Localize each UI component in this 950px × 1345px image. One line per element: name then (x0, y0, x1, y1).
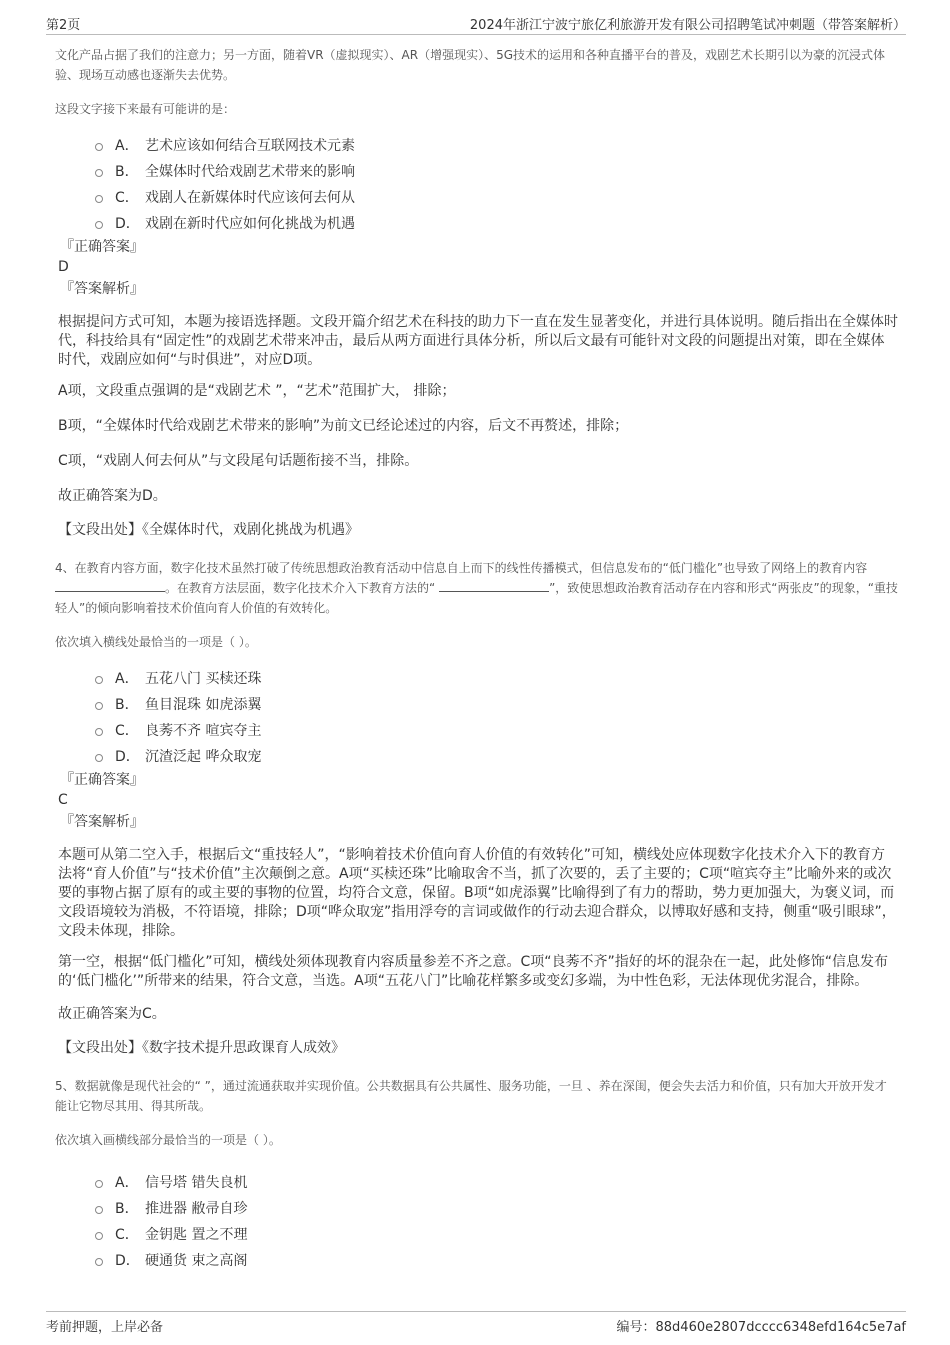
radio-icon[interactable] (95, 754, 103, 762)
option-a[interactable]: A． 五花八门 买椟还珠 (95, 666, 898, 692)
correct-answer: C (58, 792, 68, 808)
document-content (55, 45, 898, 1274)
question-prompt: 依次填入画横线部分最恰当的一项是（ ）。 (55, 1133, 281, 1147)
analysis-paragraph: A项，文段重点强调的是“戏剧艺术 ”，“艺术”范围扩大， 排除； (58, 383, 456, 399)
option-c[interactable]: C． 戏剧人在新媒体时代应该何去何从 (95, 185, 898, 211)
analysis-paragraph: C项，“戏剧人何去何从”与文段尾句话题衔接不当，排除。 (58, 453, 419, 469)
option-b[interactable]: B． 推进器 敝帚自珍 (95, 1196, 898, 1222)
option-d[interactable]: D． 硬通货 束之高阁 (95, 1248, 898, 1274)
page-footer (46, 1311, 906, 1336)
analysis-label: 『答案解析』 (60, 281, 144, 297)
question-3 (55, 45, 898, 540)
passage-source: 【文段出处】《数字技术提升思政课育人成效》 (58, 1040, 345, 1056)
page-header (46, 10, 906, 35)
radio-icon[interactable] (95, 1232, 103, 1240)
radio-icon[interactable] (95, 1206, 103, 1214)
option-b[interactable]: B． 全媒体时代给戏剧艺术带来的影响 (95, 159, 898, 185)
document-id: 编号：88d460e2807dcccc6348efd164c5e7af (616, 1320, 906, 1335)
correct-answer-label: 『正确答案』 (60, 239, 144, 255)
option-c[interactable]: C． 良莠不齐 喧宾夺主 (95, 718, 898, 744)
radio-icon[interactable] (95, 676, 103, 684)
radio-icon[interactable] (95, 1258, 103, 1266)
radio-icon[interactable] (95, 728, 103, 736)
option-a[interactable]: A． 艺术应该如何结合互联网技术元素 (95, 133, 898, 159)
correct-answer: D (58, 259, 69, 275)
analysis-label: 『答案解析』 (60, 814, 144, 830)
analysis-paragraph: B项，“全媒体时代给戏剧艺术带来的影响”为前文已经论述过的内容，后文不再赘述，排除； (58, 418, 629, 434)
question-prompt: 这段文字接下来最有可能讲的是： (55, 102, 236, 116)
options-list (55, 1170, 898, 1274)
question-text: 5、数据就像是现代社会的“ ”，通过流通获取并实现价值。公共数据具有公共属性、服务功能，一旦 、养在深闺，便会失去活力和价值，只有加大开放开发才能让它物尽其用、得其所哉。 (55, 1079, 887, 1113)
fill-blank (439, 579, 549, 592)
passage-source: 【文段出处】《全媒体时代，戏剧化挑战为机遇》 (58, 522, 359, 538)
analysis-paragraph: 故正确答案为D。 (58, 488, 167, 504)
option-c[interactable]: C． 金钥匙 置之不理 (95, 1222, 898, 1248)
option-d[interactable]: D． 沉渣泛起 哗众取宠 (95, 744, 898, 770)
option-d[interactable]: D． 戏剧在新时代应如何化挑战为机遇 (95, 211, 898, 237)
radio-icon[interactable] (95, 143, 103, 151)
correct-answer-label: 『正确答案』 (60, 772, 144, 788)
radio-icon[interactable] (95, 169, 103, 177)
question-4 (55, 558, 898, 1058)
analysis-paragraph: 第一空，根据“低门槛化”可知，横线处须体现教育内容质量参差不齐之意。C项“良莠不齐”指好的坏的混杂在一起，此处修饰“信息发布的‘低门槛化’”所带来的结果，符合文意，当选。A项“五花八门”比喻花样繁多或变幻多端，为中性色彩，无法体现优劣混合，排除。 (58, 954, 889, 989)
radio-icon[interactable] (95, 702, 103, 710)
question-prompt: 依次填入横线处最恰当的一项是（ ）。 (55, 635, 257, 649)
footer-slogan: 考前押题，上岸必备 (46, 1320, 164, 1335)
options-list (55, 133, 898, 237)
radio-icon[interactable] (95, 195, 103, 203)
document-title: 2024年浙江宁波宁旅亿利旅游开发有限公司招聘笔试冲刺题（带答案解析） (469, 18, 906, 33)
radio-icon[interactable] (95, 1180, 103, 1188)
option-b[interactable]: B． 鱼目混珠 如虎添翼 (95, 692, 898, 718)
page-number: 第2页 (46, 18, 81, 33)
analysis-paragraph: 本题可从第二空入手，根据后文“重技轻人”，“影响着技术价值向育人价值的有效转化”可知，横线处应体现数字化技术介入下的教育方法将“育人价值”与“技术价值”主次颠倒之意。A项“买椟还珠”比喻取舍不当，抓了次要的，丢了主要的；C项“喧宾夺主”比喻外来的或次要的事物占据了原有的或主要的事物的位置，均符合文意，保留。B项“如虎添翼”比喻得到了有力的帮助，势力更加强大，为褒义词，而文段语境较为消极，不符语境，排除；D项“哗众取宠”指用浮夸的言词或做作的行动去迎合群众，以博取好感和支持，侧重“吸引眼球”，文段未体现，排除。 (58, 847, 896, 939)
option-a[interactable]: A． 信号塔 错失良机 (95, 1170, 898, 1196)
question-text: 文化产品占据了我们的注意力；另一方面，随着VR（虚拟现实）、AR（增强现实）、5G技术的运用和各种直播平台的普及，戏剧艺术长期引以为豪的沉浸式体验、现场互动感也逐渐失去优势。 (55, 48, 886, 82)
fill-blank (55, 579, 165, 592)
question-5 (55, 1076, 898, 1274)
question-text: 4、在教育内容方面，数字化技术虽然打破了传统思想政治教育活动中信息自上而下的线性传播模式，但信息发布的“低门槛化”也导致了网络上的教育内容 。在教育方法层面，数字化技术介入下教育方法的“ ”，致使思想政治教育活动存在内容和形式“两张皮”的现象，“重技轻人”的倾向影响着技术价值向育人价值的有效转化。 (55, 561, 898, 615)
radio-icon[interactable] (95, 221, 103, 229)
analysis-paragraph: 故正确答案为C。 (58, 1006, 166, 1022)
options-list (55, 666, 898, 770)
analysis-paragraph: 根据提问方式可知，本题为接语选择题。文段开篇介绍艺术在科技的助力下一直在发生显著变化，并进行具体说明。随后指出在全媒体时代，科技给具有“固定性”的戏剧艺术带来冲击，最后从两方面进行具体分析，所以后文最有可能针对文段的问题提出对策，即在全媒体时代，戏剧应如何“与时俱进”，对应D项。 (58, 314, 898, 368)
